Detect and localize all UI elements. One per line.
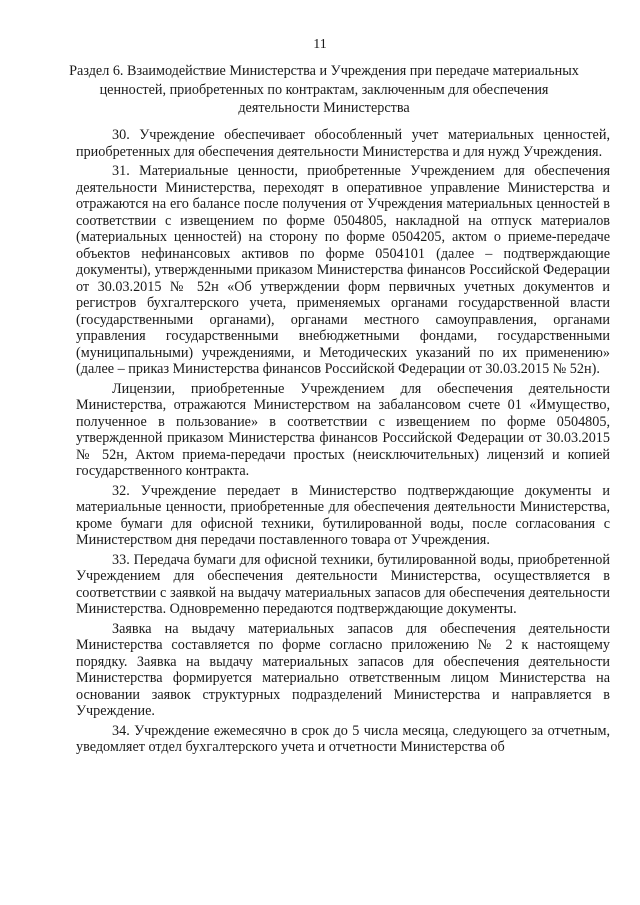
paragraph-licenses: Лицензии, приобретенные Учреждением для обеспечения деятельности Министерства, отражаются Министерством на забалансовом счете 01 «Имущество, полученное в пользование» в соответствии с извещением по форме 0504805, утвержденной приказом Министерства финансов Российской Федерации от 30.03.2015 № 52н, Актом приема-передачи простых (неисключительных) лицензий и копией государственного контракта. [76, 380, 610, 479]
paragraph-30: 30. Учреждение обеспечивает обособленный учет материальных ценностей, приобретенных для обеспечения деятельности Министерства и для нужд Учреждения. [76, 127, 610, 160]
page-number: 11 [313, 37, 327, 52]
section-title: Раздел 6. Взаимодействие Министерства и Учреждения при передаче материальных ценностей, приобретенных по контрактам, заключенным для обеспечения деятельности Министерства [69, 63, 579, 116]
paragraph-33: 33. Передача бумаги для офисной техники, бутилированной воды, приобретенной Учреждением для обеспечения деятельности Министерства, осуществляется в соответствии с заявкой на выдачу материальных запасов для обеспечения деятельности Министерства. Одновременно передаются подтверждающие документы. [76, 551, 610, 617]
body-text [76, 127, 610, 759]
paragraph-request: Заявка на выдачу материальных запасов для обеспечения деятельности Министерства составляется по форме согласно приложению № 2 к настоящему порядку. Заявка на выдачу материальных запасов для обеспечения деятельности Министерства формируется материально ответственным лицом Министерства на основании заявок структурных подразделений Министерства и направляется в Учреждение. [76, 620, 610, 719]
paragraph-31: 31. Материальные ценности, приобретенные Учреждением для обеспечения деятельности Министерства, переходят в оперативное управление Министерства и отражаются на его балансе после получения от Учреждения материальных ценностей в соответствии с извещением по форме 0504805, накладной на отпуск материалов (материальных ценностей) на сторону по форме 0504205, актом о приеме-передаче объектов нефинансовых активов по форме 0504101 (далее – подтверждающие документы), утвержденными приказом Министерства финансов Российской Федерации от 30.03.2015 № 52н «Об утверждении форм первичных учетных документов и регистров бухгалтерского учета, применяемых органами государственной власти (государственными органами), органами местного самоуправления, органами управления государственными внебюджетными фондами, государственными (муниципальными) учреждениями, и Методических указаний по их применению» (далее – приказ Министерства финансов Российской Федерации от 30.03.2015 № 52н). [76, 163, 610, 377]
paragraph-34: 34. Учреждение ежемесячно в срок до 5 числа месяца, следующего за отчетным, уведомляет отдел бухгалтерского учета и отчетности Министерства об [76, 722, 610, 755]
paragraph-32: 32. Учреждение передает в Министерство подтверждающие документы и материальные ценности, приобретенные для обеспечения деятельности Министерства, кроме бумаги для офисной техники, бутилированной воды, после согласования с Министерством дня передачи поставленного товара от Учреждения. [76, 482, 610, 548]
